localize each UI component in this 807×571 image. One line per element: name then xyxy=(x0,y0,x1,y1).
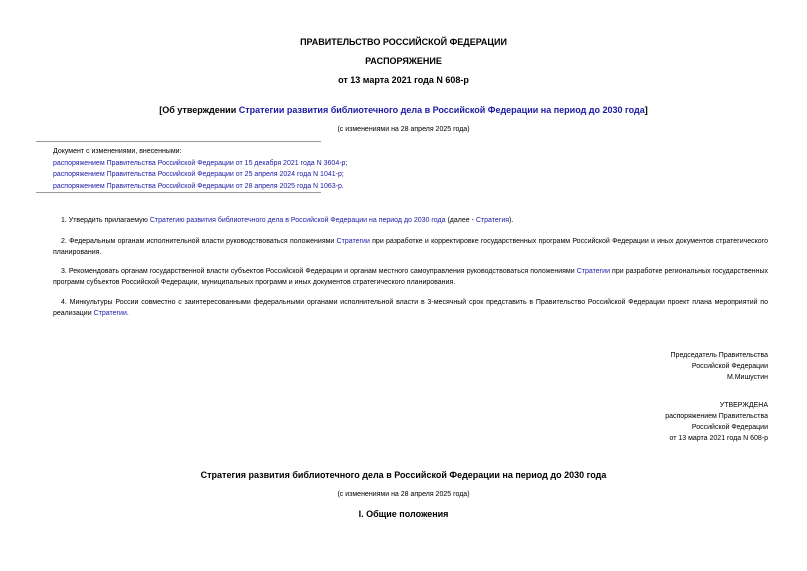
paragraph-2 xyxy=(53,236,768,258)
strategy-amendment-note: (с изменениями на 28 апреля 2025 года) xyxy=(337,491,470,498)
approval-line-4: от 13 марта 2021 года N 608-р xyxy=(669,435,768,442)
divider-bottom xyxy=(36,192,321,193)
p2-text: 2. Федеральным органам исполнительной власти руководствоваться положениями xyxy=(61,238,337,245)
signature-name: М.Мишустин xyxy=(726,374,768,381)
signature-title: Председатель Правительства xyxy=(670,352,768,359)
title-prefix: [Об утверждении xyxy=(159,105,239,115)
changes-intro: Документ с изменениями, внесенными: xyxy=(53,148,182,155)
section-title: I. Общие положения xyxy=(358,509,449,519)
paragraph-4 xyxy=(53,297,768,319)
strategy-link-title[interactable]: Стратегии развития библиотечного дела в Российской Федерации на период до 2030 года xyxy=(238,105,645,115)
p1-text-mid: (далее - xyxy=(445,217,476,224)
strategy-link-p1[interactable]: Стратегию развития библиотечного дела в Российской Федерации на период до 2030 года xyxy=(149,217,446,224)
changes-block xyxy=(53,146,347,192)
title-suffix: ] xyxy=(644,105,648,115)
strategy-title: Стратегия развития библиотечного дела в Российской Федерации на период до 2030 года xyxy=(200,470,607,480)
signature-country: Российской Федерации xyxy=(691,363,768,370)
strategy-link-p4[interactable]: Стратегии xyxy=(93,310,127,317)
document-title xyxy=(0,105,807,115)
p1-text-end: ). xyxy=(509,217,514,224)
amendment-note: (с изменениями на 28 апреля 2025 года) xyxy=(337,126,470,133)
strategy-link-p3[interactable]: Стратегии xyxy=(576,268,610,275)
change-link-2[interactable]: распоряжением Правительства Российской Федерации от 25 апреля 2024 года N 1041-р; xyxy=(53,171,344,178)
p4-text-end: . xyxy=(126,310,129,317)
p3-text: 3. Рекомендовать органам государственной власти субъектов Российской Федерации и органам местного самоуправления руководствоваться положениями xyxy=(61,268,577,275)
p2-text-end: при разработке и корректировке государственных программ Российской Федерации и иных документов стратегического планирования. xyxy=(53,238,768,256)
p3-text-end: при разработке региональных государственных программ субъектов Российской Федерации, муниципальных программ и иных документов стратегического планирования. xyxy=(53,268,768,286)
paragraph-3 xyxy=(53,266,768,288)
document-date-number: от 13 марта 2021 года N 608-р xyxy=(338,75,469,85)
change-link-3[interactable]: распоряжением Правительства Российской Федерации от 28 апреля 2025 года N 1063-р. xyxy=(53,182,344,190)
approval-line-2: распоряжением Правительства xyxy=(665,413,768,420)
p1-text: 1. Утвердить прилагаемую xyxy=(61,217,150,224)
strategy-short-link-p1[interactable]: Стратегия xyxy=(475,217,510,224)
paragraph-1 xyxy=(53,215,768,226)
strategy-link-p2[interactable]: Стратегии xyxy=(336,238,370,245)
approval-line-3: Российской Федерации xyxy=(691,424,768,431)
change-link-1[interactable]: распоряжением Правительства Российской Федерации от 15 декабря 2021 года N 3604-р; xyxy=(53,159,348,167)
signature-block xyxy=(671,350,768,383)
divider-top xyxy=(36,141,321,142)
document-type: РАСПОРЯЖЕНИЕ xyxy=(365,56,442,66)
approval-heading: УТВЕРЖДЕНА xyxy=(719,402,768,409)
government-heading: ПРАВИТЕЛЬСТВО РОССИЙСКОЙ ФЕДЕРАЦИИ xyxy=(300,37,507,47)
approval-block xyxy=(665,400,768,444)
p4-text: 4. Минкультуры России совместно с заинтересованными федеральными органами исполнительной власти в 3-месячный срок представить в Правительство Российской Федерации проект плана мероприятий по реализации xyxy=(53,299,768,317)
